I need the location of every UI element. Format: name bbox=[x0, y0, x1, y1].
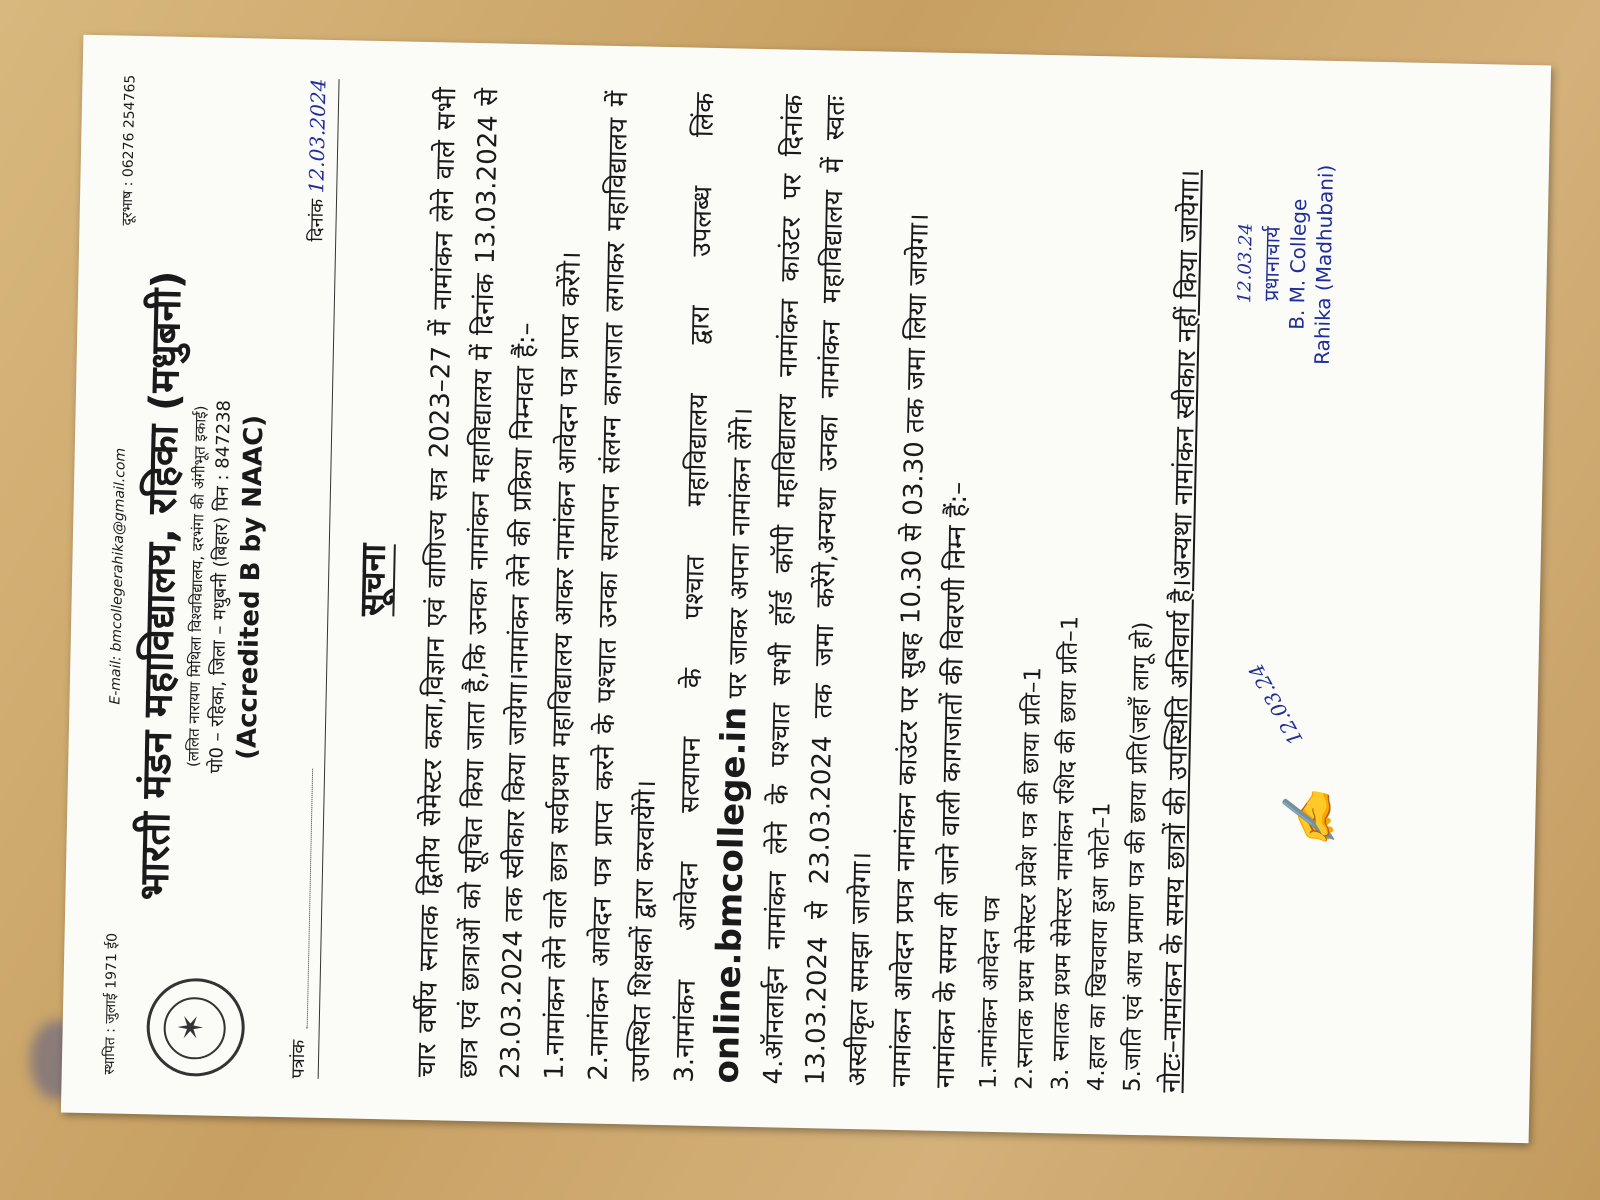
initials-date: 12.03.24 bbox=[1243, 659, 1308, 750]
handwritten-date: 12.03.2024 bbox=[304, 78, 331, 194]
notice-title bbox=[337, 60, 405, 1101]
list-item: 4.हाल का खिचवाया हुआ फोटो–1 bbox=[1083, 801, 1116, 1092]
step-4: 4.ऑनलाईन नामांकन लेने के पश्चात सभी हॉर्ड कॉपी महाविद्यालय नामांकन काउंटर पर दिनांक 13.03.2024 से 23.03.2024 तक जमा करेंगे,अन्यथा उनका नामांकन महाविद्यालय में स्वतः अस्वीकृत समझा जायेगा। bbox=[758, 94, 878, 1087]
principal-signature-date: 12.03.24 bbox=[1234, 222, 1257, 304]
stamp-college: B. M. College bbox=[1284, 198, 1312, 330]
notice-page bbox=[85, 54, 1526, 1124]
principal-stamp bbox=[1231, 148, 1340, 380]
accreditation-text: (Accredited B by NAAC) bbox=[232, 414, 270, 761]
list-item: 5.जाति एवं आय प्रमाण पत्र की छाया प्रति(जहाँ लागू हो) bbox=[1119, 621, 1156, 1093]
handwritten-initials bbox=[1243, 659, 1364, 861]
notice-intro: चार वर्षीय स्नातक द्वितीय सेमेस्टर कला,विज्ञान एवं वाणिज्य सत्र 2023–27 में नामांकन लेने वाले सभी छात्र एवं छात्राओं को सूचित किया जाता है,कि उनका नामांकन महाविद्यालय में दिनांक 13.03.2024 से 23.03.2024 तक स्वीकार किया जायेगा।नामांकन लेने की प्रक्रिया निम्नवत हैं:– bbox=[411, 87, 542, 1080]
principal-designation: प्रधानाचार्य bbox=[1259, 226, 1285, 302]
step-2: 2.नामांकन आवेदन पत्र प्राप्त करने के पश्चात उनका सत्यापन संलग्न कागजात लगाकर महाविद्यालय में उपस्थित शिक्षकों द्वारा करवायेंगे। bbox=[583, 90, 662, 1082]
notice-body bbox=[406, 87, 1216, 1093]
affiliation-text: (ललित नारायण मिथिला विश्वविद्यालय, दरभंगा की अंगीभूत इकाई) bbox=[184, 405, 210, 768]
ref-dotted-line bbox=[293, 768, 313, 1028]
list-item: 1.नामांकन आवेदन पत्र bbox=[975, 896, 1006, 1090]
admission-link: online.bmcollege.in bbox=[706, 706, 755, 1084]
step-1: 1.नामांकन लेने वाले छात्र सर्वप्रथम महाविद्यालय आकर नामांकन आवेदन पत्र प्राप्त करेंगे। bbox=[539, 251, 588, 1081]
notice-title-text: सूचना bbox=[352, 543, 394, 617]
email-text: E-mail: bmcollegerahika@gmail.com bbox=[107, 447, 129, 705]
notice-paper bbox=[61, 35, 1551, 1144]
college-name: भारती मंडन महाविद्यालय, रहिका (मधुबनी) bbox=[131, 270, 191, 901]
date-block bbox=[303, 78, 331, 241]
address-text: पो0 – रहिका, जिला – मधुबनी (बिहार) पिन : 847238 bbox=[206, 399, 235, 774]
documents-intro: नामांकन के समय ली जाने वाली कागजातों की विवरणी निम्न हैं:– bbox=[930, 481, 974, 1089]
list-item: 2.स्नातक प्रथम सेमेस्टर प्रवेश पत्र की छाया प्रति–1 bbox=[1011, 666, 1047, 1090]
step-3-prefix: 3.नामांकन आवेदन सत्यापन के पश्चात महाविद्यालय द्वारा उपलब्ध लिंक bbox=[669, 92, 721, 1083]
documents-list bbox=[971, 99, 1172, 1093]
note-text: नोटः–नामांकन के समय छात्रों की उपस्थिति अनिवार्य है।अन्यथा नामांकन स्वीकार नहीं किया जायेगा। bbox=[1156, 169, 1206, 1094]
date-label: दिनांक bbox=[306, 198, 329, 242]
step-3-suffix: पर जाकर अपना नामांकन लेंगे। bbox=[722, 407, 759, 699]
initials-scrawl: ✍ bbox=[1278, 786, 1342, 853]
established-text: स्थापित : जुलाई 1971 ई0 bbox=[101, 932, 121, 1075]
ref-label: पत्रांक bbox=[287, 1039, 310, 1079]
stamp-place: Rahika (Madhubani) bbox=[1309, 164, 1338, 366]
letterhead bbox=[128, 205, 276, 968]
counter-timing: नामांकन आवेदन प्रपत्र नामांकन काउंटर पर सुबह 10.30 से 03.30 तक जमा लिया जायेगा। bbox=[886, 213, 935, 1088]
college-emblem-icon bbox=[146, 977, 246, 1077]
phone-text: दूरभाष : 06276 254765 bbox=[119, 74, 139, 226]
list-item: 3. स्नातक प्रथम सेमेस्टर नामांकन रशिद की छाया प्रति–1 bbox=[1047, 615, 1084, 1091]
